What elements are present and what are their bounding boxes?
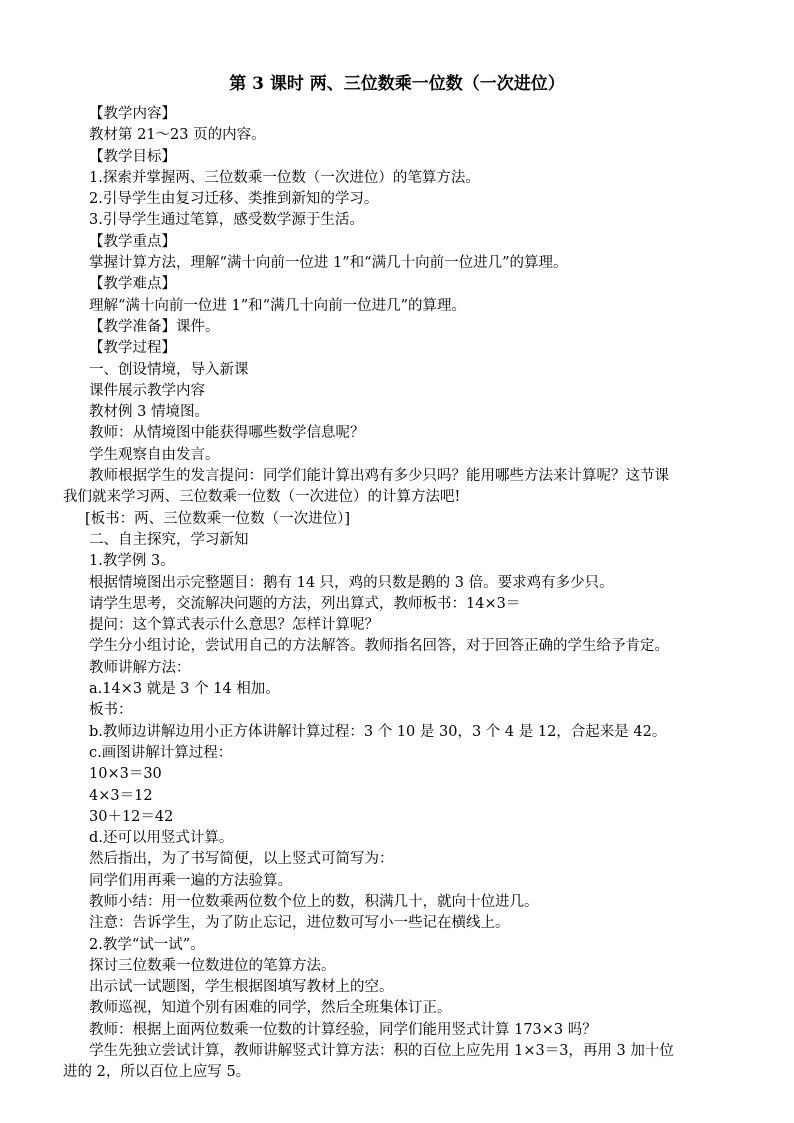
text-line: c.画图讲解计算过程：: [89, 744, 233, 761]
text-line: 根据情境图出示完整题目：鹅有 14 只，鸡的只数是鹅的 3 倍。要求鸡有多少只。: [89, 574, 614, 591]
text-line: 2.引导学生由复习迁移、类推到新知的学习。: [89, 191, 379, 208]
lesson-title: 第 3 课时 两、三位数乘一位数（一次进位）: [229, 74, 565, 94]
text-line: 【教学内容】: [89, 106, 176, 122]
text-line: 板书：: [89, 702, 133, 719]
text-line: 2.教学“试一试”。: [89, 936, 205, 953]
text-line: 3.引导学生通过笔算，感受数学源于生活。: [89, 212, 364, 229]
text-line: 【教学难点】: [89, 276, 176, 293]
text-line: 注意：告诉学生，为了防止忘记，进位数可写小一些记在横线上。: [89, 915, 510, 932]
text-line: 教材例 3 情境图。: [89, 404, 209, 421]
text-line: d.还可以用竖式计算。: [89, 830, 234, 847]
text-line: 教师巡视，知道个别有困难的同学，然后全班集体订正。: [89, 1000, 452, 1017]
lesson-body: [63, 104, 735, 1084]
text-line: 【教学过程】: [89, 340, 176, 357]
text-line: 教师：根据上面两位数乘一位数的计算经验，同学们能用竖式计算 173×3 吗？: [89, 1021, 597, 1038]
text-line: 教材第 21～23 页的内容。: [89, 127, 266, 144]
text-line: 4×3＝12: [89, 787, 153, 804]
text-line: 课件展示教学内容: [89, 382, 205, 399]
text-line: a.14×3 就是 3 个 14 相加。: [89, 681, 280, 698]
text-line: 1.探索并掌握两、三位数乘一位数（一次进位）的笔算方法。: [89, 169, 480, 186]
text-line: 理解“满十向前一位进 1”和“满几十向前一位进几”的算理。: [89, 297, 466, 314]
text-line: 然后指出，为了书写简便，以上竖式可简写为：: [89, 851, 394, 868]
text-line: 【教学重点】: [89, 233, 176, 250]
text-line: 教师根据学生的发言提问：同学们能计算出鸡有多少只吗？能用哪些方法来计算呢？这节课: [89, 468, 669, 485]
text-line: 学生观察自由发言。: [89, 446, 220, 463]
text-line: 教师：从情境图中能获得哪些数学信息呢？: [89, 425, 365, 442]
text-line: 1.教学例 3。: [89, 553, 175, 570]
text-line: [板书：两、三位数乘一位数（一次进位）]: [85, 510, 351, 527]
text-line: 教师讲解方法：: [89, 659, 191, 676]
text-line: 学生分小组讨论，尝试用自己的方法解答。教师指名回答，对于回答正确的学生给予肯定。: [89, 638, 669, 655]
text-line: 出示试一试题图，学生根据图填写教材上的空。: [89, 979, 394, 996]
text-line: 10×3＝30: [89, 766, 162, 783]
text-line: 请学生思考，交流解决问题的方法，列出算式，教师板书：14×3＝: [89, 595, 521, 612]
text-line: 【教学目标】: [89, 148, 176, 165]
text-line: 30＋12＝42: [89, 808, 174, 825]
text-line: 我们就来学习两、三位数乘一位数（一次进位）的计算方法吧!: [63, 489, 461, 506]
text-line: 提问：这个算式表示什么意思？怎样计算呢？: [89, 617, 379, 634]
text-line: 教师小结：用一位数乘两位数个位上的数，积满几十，就向十位进几。: [89, 893, 539, 910]
text-line: 探讨三位数乘一位数进位的笔算方法。: [89, 957, 336, 974]
text-line: 同学们用再乘一遍的方法验算。: [89, 872, 292, 889]
text-line: 二、自主探究，学习新知: [89, 531, 249, 548]
text-line: 【教学准备】课件。: [89, 318, 220, 335]
text-line: 进的 2，所以百位上应写 5。: [63, 1064, 251, 1081]
text-line: 掌握计算方法，理解“满十向前一位进 1”和“满几十向前一位进几”的算理。: [89, 255, 568, 272]
text-line: 一、创设情境，导入新课: [89, 361, 249, 378]
text-line: 学生先独立尝试计算，教师讲解竖式计算方法：积的百位上应先用 1×3＝3，再用 3 加十位: [89, 1043, 674, 1060]
text-line: b.教师边讲解边用小正方体讲解计算过程：3 个 10 是 30，3 个 4 是 12，合起来是 42。: [89, 723, 667, 740]
